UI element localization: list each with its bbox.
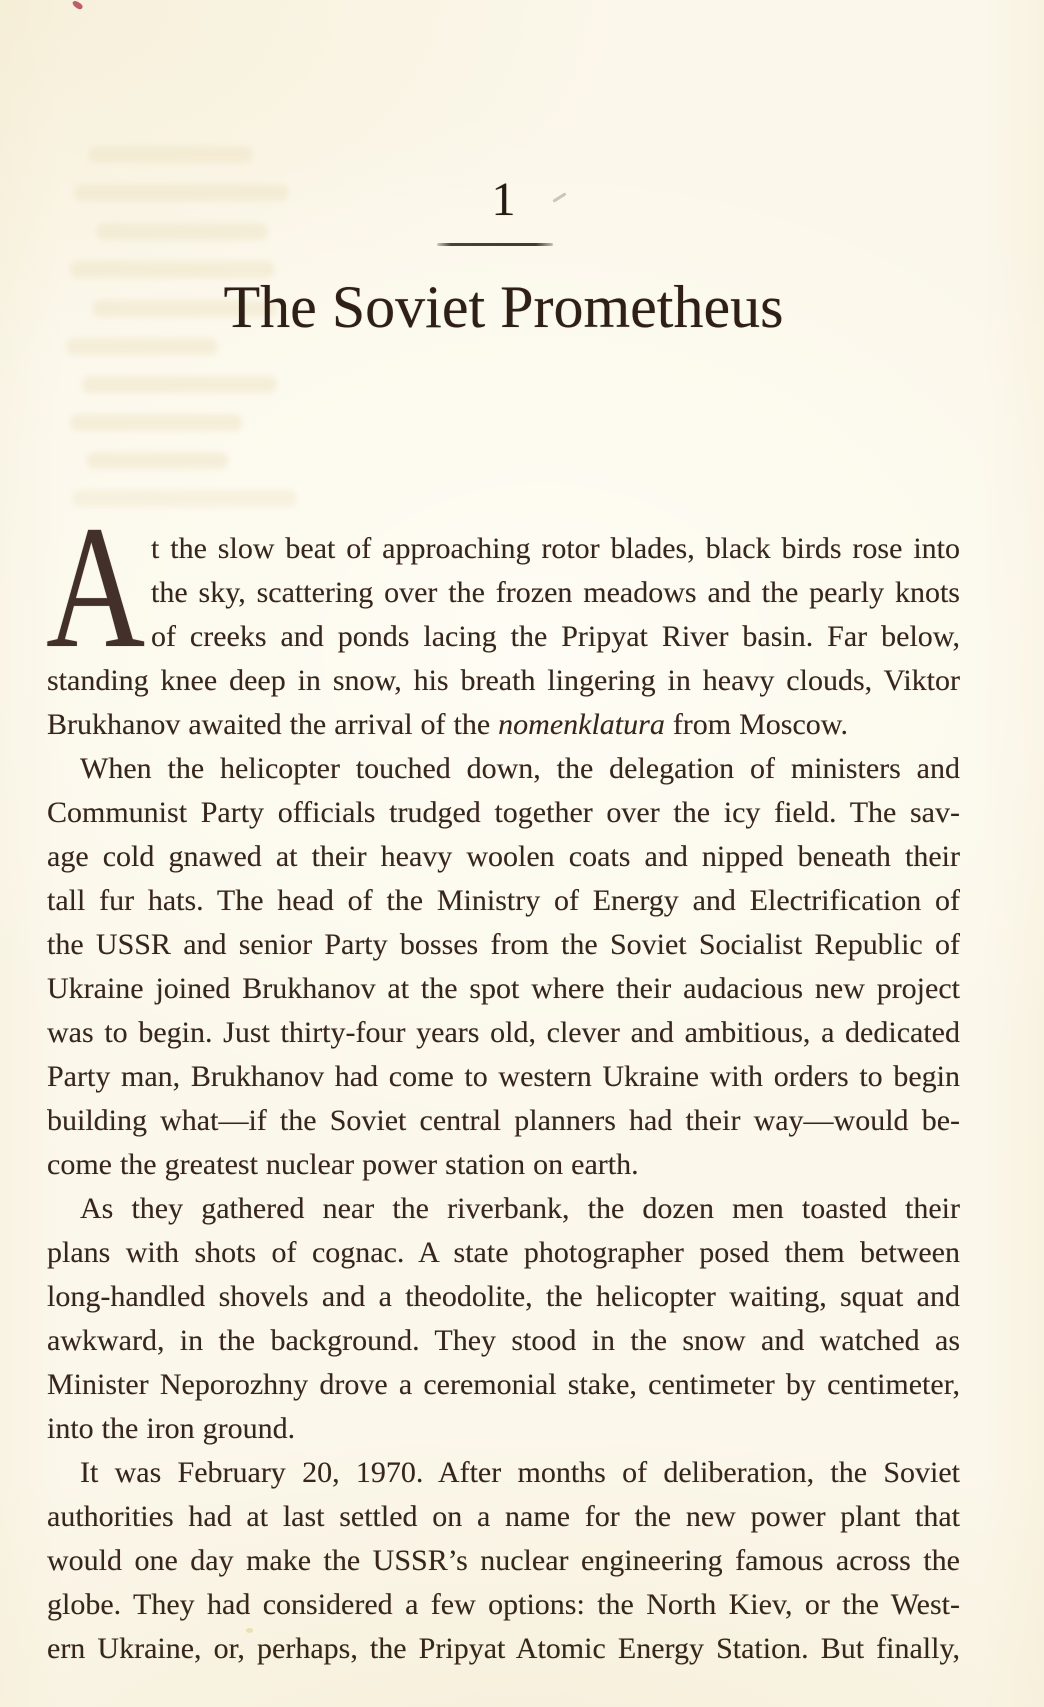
text-line: authorities had at last settled on a name for the new power plant that: [47, 1500, 960, 1533]
text-line: standing knee deep in snow, his breath lingering in heavy clouds, Viktor: [47, 664, 960, 697]
bleed-through-text: [66, 338, 218, 355]
text-line: Minister Neporozhny drove a ceremonial stake, centimeter by centimeter,: [47, 1368, 960, 1401]
text-line: building what—if the Soviet central planners had their way—would be-: [47, 1104, 960, 1137]
text-line: It was February 20, 1970. After months of deliberation, the Soviet: [80, 1456, 960, 1489]
text-line: globe. They had considered a few options: the North Kiev, or the West-: [47, 1588, 960, 1621]
bleed-through-text: [70, 414, 242, 431]
text-line: ern Ukraine, or, perhaps, the Pripyat Atomic Energy Station. But finally,: [47, 1632, 960, 1665]
text-segment: from Moscow.: [664, 708, 849, 741]
text-line: awkward, in the background. They stood in the snow and watched as: [47, 1324, 960, 1357]
chapter-number: 1: [491, 173, 516, 226]
text-line: age cold gnawed at their heavy woolen coats and nipped beneath their: [47, 840, 960, 873]
text-line: Communist Party officials trudged together over the icy field. The sav-: [47, 796, 960, 829]
red-ink-speck: [71, 0, 83, 11]
text-line: plans with shots of cognac. A state photographer posed them between: [47, 1236, 960, 1269]
text-line: Ukraine joined Brukhanov at the spot where their audacious new project: [47, 972, 960, 1005]
bleed-through-text: [82, 376, 277, 393]
text-line: come the greatest nuclear power station on earth.: [47, 1148, 639, 1181]
chapter-rule: [437, 243, 553, 246]
text-line: t the slow beat of approaching rotor blades, black birds rose into: [151, 532, 960, 565]
chapter-title: The Soviet Prometheus: [223, 274, 784, 340]
text-line: When the helicopter touched down, the delegation of ministers and: [80, 752, 960, 785]
text-segment-italic: nomenklatura: [498, 708, 665, 741]
text-line: tall fur hats. The head of the Ministry of Energy and Electrification of: [47, 884, 960, 917]
text-line: [47, 703, 960, 747]
text-line: Party man, Brukhanov had come to western Ukraine with orders to begin: [47, 1060, 960, 1093]
text-line: was to begin. Just thirty-four years old, clever and ambitious, a dedicated: [47, 1016, 960, 1049]
bleed-through-text: [96, 223, 268, 240]
text-line: long-handled shovels and a theodolite, the helicopter waiting, squat and: [47, 1280, 960, 1313]
bleed-through-text: [86, 452, 228, 469]
text-line: into the iron ground.: [47, 1412, 296, 1445]
bleed-through-text: [88, 146, 253, 163]
body-text: [47, 527, 960, 1671]
text-line: would one day make the USSR’s nuclear engineering famous across the: [47, 1544, 960, 1577]
drop-cap: A: [46, 490, 146, 685]
text-line: of creeks and ponds lacing the Pripyat River basin. Far below,: [151, 620, 960, 653]
text-segment: Brukhanov awaited the arrival of the: [47, 708, 499, 741]
text-line: the USSR and senior Party bosses from the Soviet Socialist Republic of: [47, 928, 960, 961]
text-line: As they gathered near the riverbank, the dozen men toasted their: [80, 1192, 960, 1225]
text-line: the sky, scattering over the frozen meadows and the pearly knots: [151, 576, 960, 609]
